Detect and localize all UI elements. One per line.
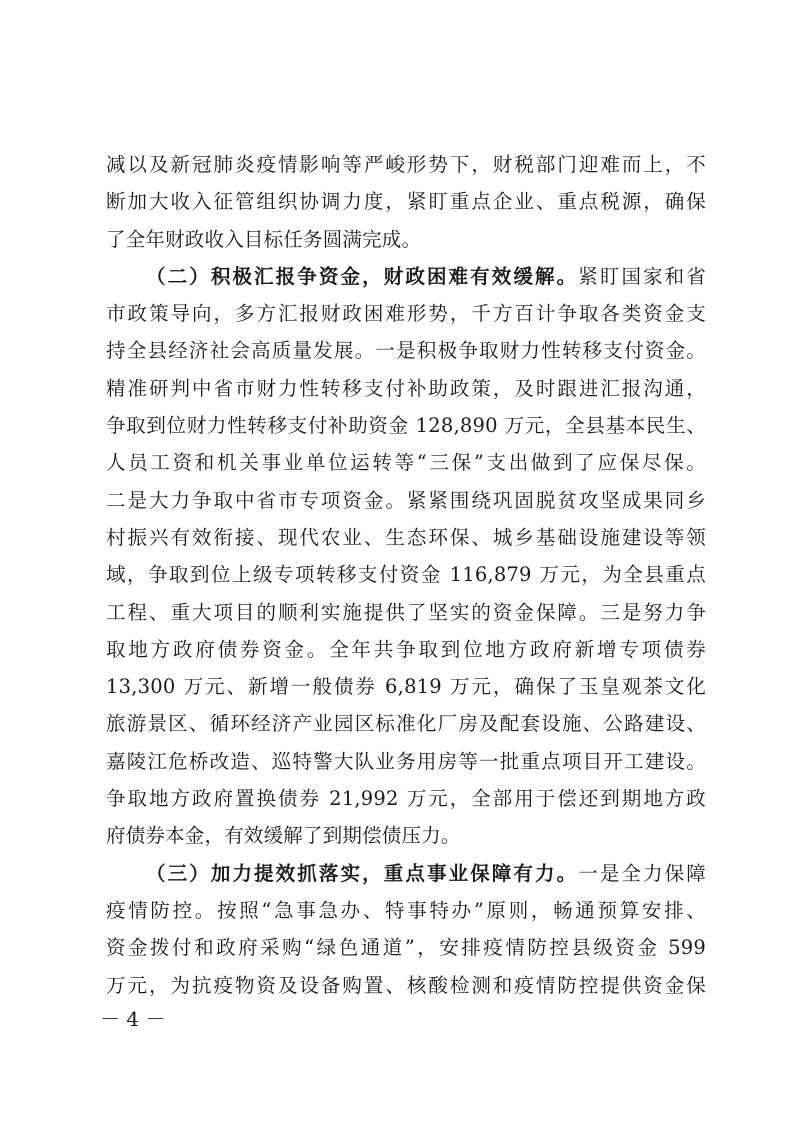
section-heading-3: （三）加力提效抓落实，重点事业保障有力。	[146, 861, 579, 885]
text-line-continuation: 紧盯国家和省	[578, 264, 706, 288]
text-line: 取地方政府债券资金。全年共争取到位地方政府新增专项债券	[106, 637, 706, 661]
text-line: 疫情防控。按照“急事急办、特事特办”原则，畅通预算安排、	[106, 898, 706, 922]
text-line: 精准研判中省市财力性转移支付补助政策，及时跟进汇报沟通，	[106, 376, 706, 400]
section-heading-line	[106, 258, 706, 295]
text-line: 减以及新冠肺炎疫情影响等严峻形势下，财税部门迎难而上，不	[106, 153, 706, 176]
text-line: 万元，为抗疫物资及设备购置、核酸检测和疫情防控提供资金保	[106, 973, 706, 997]
text-line: 工程、重大项目的顺利实施提供了坚实的资金保障。三是努力争	[106, 600, 706, 624]
text-line: 人员工资和机关事业单位运转等“三保”支出做到了应保尽保。	[106, 451, 706, 475]
text-line: 嘉陵江危桥改造、巡特警大队业务用房等一批重点项目开工建设。	[106, 749, 706, 773]
text-line: 断加大收入征管组织协调力度，紧盯重点企业、重点税源，确保	[106, 190, 706, 214]
text-line: 资金拨付和政府采购“绿色通道”，安排疫情防控县级资金 599	[106, 936, 706, 960]
text-line: 持全县经济社会高质量发展。一是积极争取财力性转移支付资金。	[106, 339, 706, 363]
text-line: 争取到位财力性转移支付补助资金 128,890 万元，全县基本民生、	[106, 414, 706, 438]
text-line: 域，争取到位上级专项转移支付资金 116,879 万元，为全县重点	[106, 563, 706, 587]
text-line-continuation: 一是全力保障	[578, 861, 706, 885]
section-heading-line	[106, 855, 706, 892]
text-line: 市政策导向，多方汇报财政困难形势，千方百计争取各类资金支	[106, 302, 706, 326]
section-heading-2: （二）积极汇报争资金，财政困难有效缓解。	[146, 264, 579, 288]
text-line: 争取地方政府置换债券 21,992 万元，全部用于偿还到期地方政	[106, 787, 706, 811]
text-line: 了全年财政收入目标任务圆满完成。	[106, 227, 422, 251]
text-line: 二是大力争取中省市专项资金。紧紧围绕巩固脱贫攻坚成果同乡	[106, 488, 706, 512]
text-line: 村振兴有效衔接、现代农业、生态环保、城乡基础设施建设等领	[106, 525, 706, 549]
page-number: － 4 －	[100, 1007, 166, 1031]
document-body	[106, 146, 706, 1004]
text-line: 府债券本金，有效缓解了到期偿债压力。	[106, 824, 461, 848]
text-line: 13,300 万元、新增一般债券 6,819 万元，确保了玉皇观茶文化	[106, 675, 706, 699]
text-line: 旅游景区、循环经济产业园区标准化厂房及配套设施、公路建设、	[106, 712, 706, 736]
